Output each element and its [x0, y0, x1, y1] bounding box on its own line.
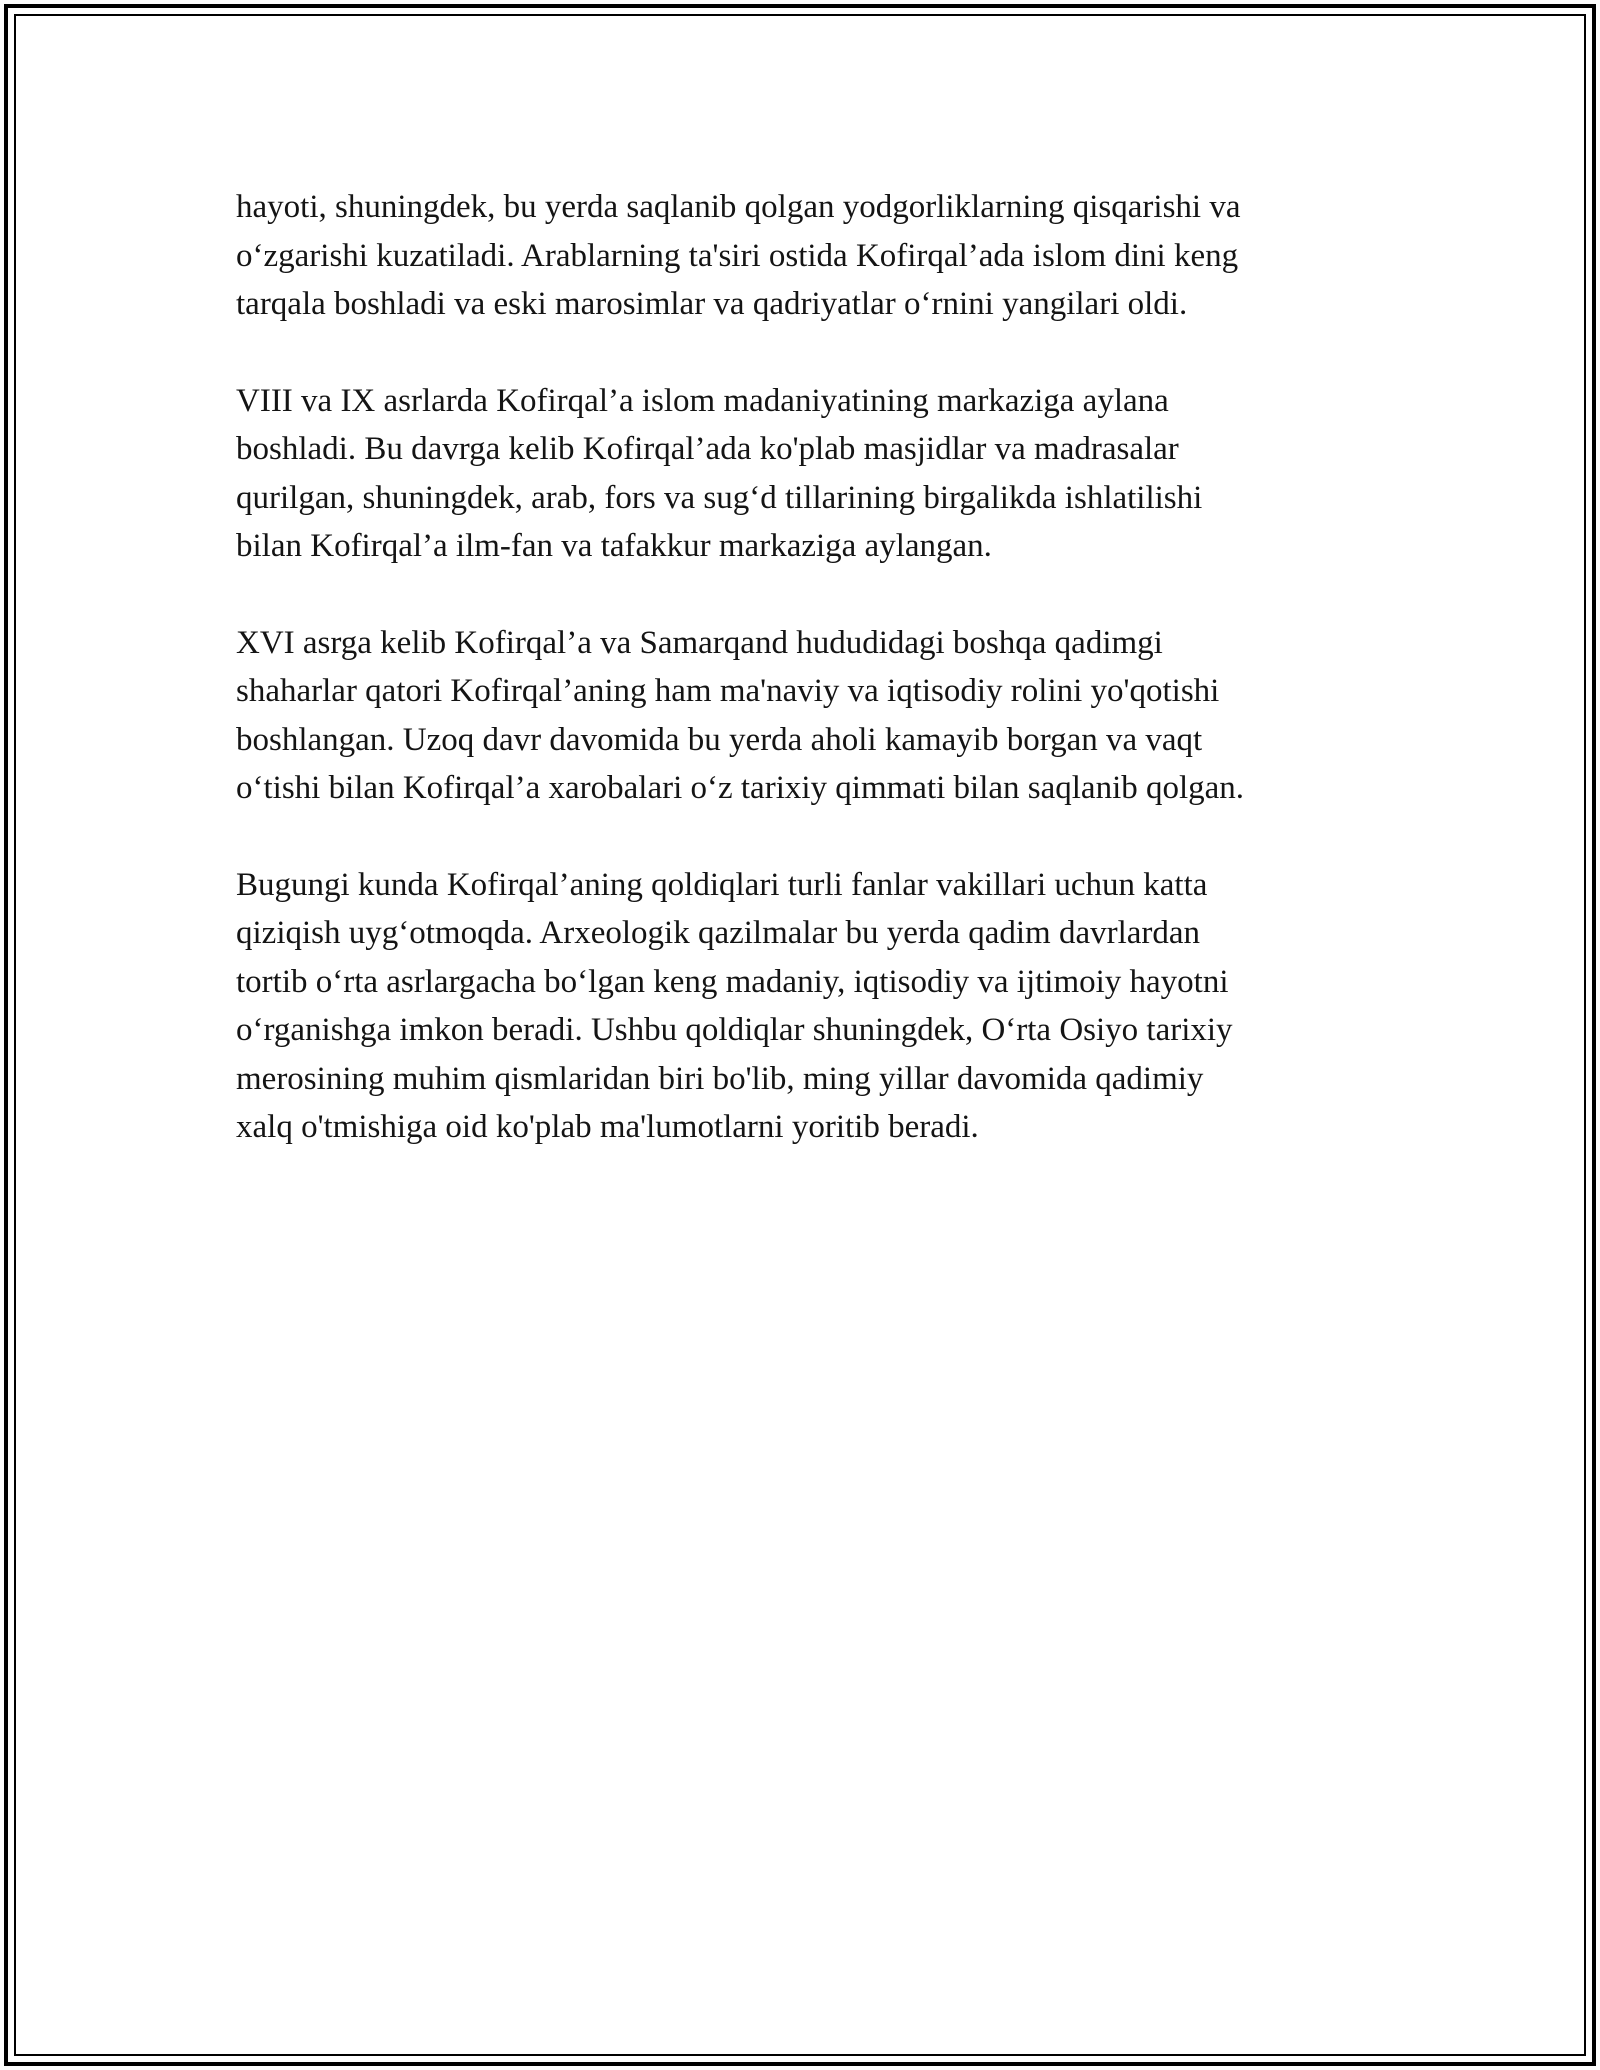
text-line: tortib o‘rta asrlargacha bo‘lgan keng madaniy, iqtisodiy va ijtimoiy hayotni — [236, 963, 1229, 1000]
paragraph-4 — [236, 861, 1376, 1152]
text-line: o‘zgarishi kuzatiladi. Arablarning ta'siri ostida Kofirqal’ada islom dini keng — [236, 237, 1239, 274]
text-line: XVI asrga kelib Kofirqal’a va Samarqand hududidagi boshqa qadimgi — [236, 624, 1163, 661]
paragraph-2 — [236, 377, 1376, 571]
text-line: hayoti, shuningdek, bu yerda saqlanib qolgan yodgorliklarning qisqarishi va — [236, 189, 1241, 225]
paragraph-1 — [236, 183, 1376, 329]
text-line: merosining muhim qismlaridan biri bo'lib, ming yillar davomida qadimiy — [236, 1060, 1204, 1097]
text-line: shaharlar qatori Kofirqal’aning ham ma'naviy va iqtisodiy rolini yo'qotishi — [236, 673, 1220, 709]
document-body — [236, 183, 1376, 1200]
text-line: qurilgan, shuningdek, arab, fors va sug‘d tillarining birgalikda ishlatilishi — [236, 479, 1203, 516]
text-line: boshlangan. Uzoq davr davomida bu yerda aholi kamayib borgan va vaqt — [236, 721, 1203, 758]
text-line: qiziqish uyg‘otmoqda. Arxeologik qazilmalar bu yerda qadim davrlardan — [236, 915, 1201, 951]
text-line: o‘tishi bilan Kofirqal’a xarobalari o‘z tarixiy qimmati bilan saqlanib qolgan. — [236, 770, 1245, 806]
paragraph-3 — [236, 619, 1376, 813]
text-line: bilan Kofirqal’a ilm-fan va tafakkur markaziga aylangan. — [236, 528, 992, 564]
text-line: xalq o'tmishiga oid ko'plab ma'lumotlarni yoritib beradi. — [236, 1109, 979, 1145]
text-line: Bugungi kunda Kofirqal’aning qoldiqlari turli fanlar vakillari uchun katta — [236, 866, 1208, 903]
text-line: VIII va IX asrlarda Kofirqal’a islom madaniyatining markaziga aylana — [236, 382, 1169, 419]
text-line: o‘rganishga imkon beradi. Ushbu qoldiqlar shuningdek, O‘rta Osiyo tarixiy — [236, 1012, 1233, 1048]
text-line: boshladi. Bu davrga kelib Kofirqal’ada ko'plab masjidlar va madrasalar — [236, 431, 1179, 467]
text-line: tarqala boshladi va eski marosimlar va qadriyatlar o‘rnini yangilari oldi. — [236, 286, 1188, 322]
